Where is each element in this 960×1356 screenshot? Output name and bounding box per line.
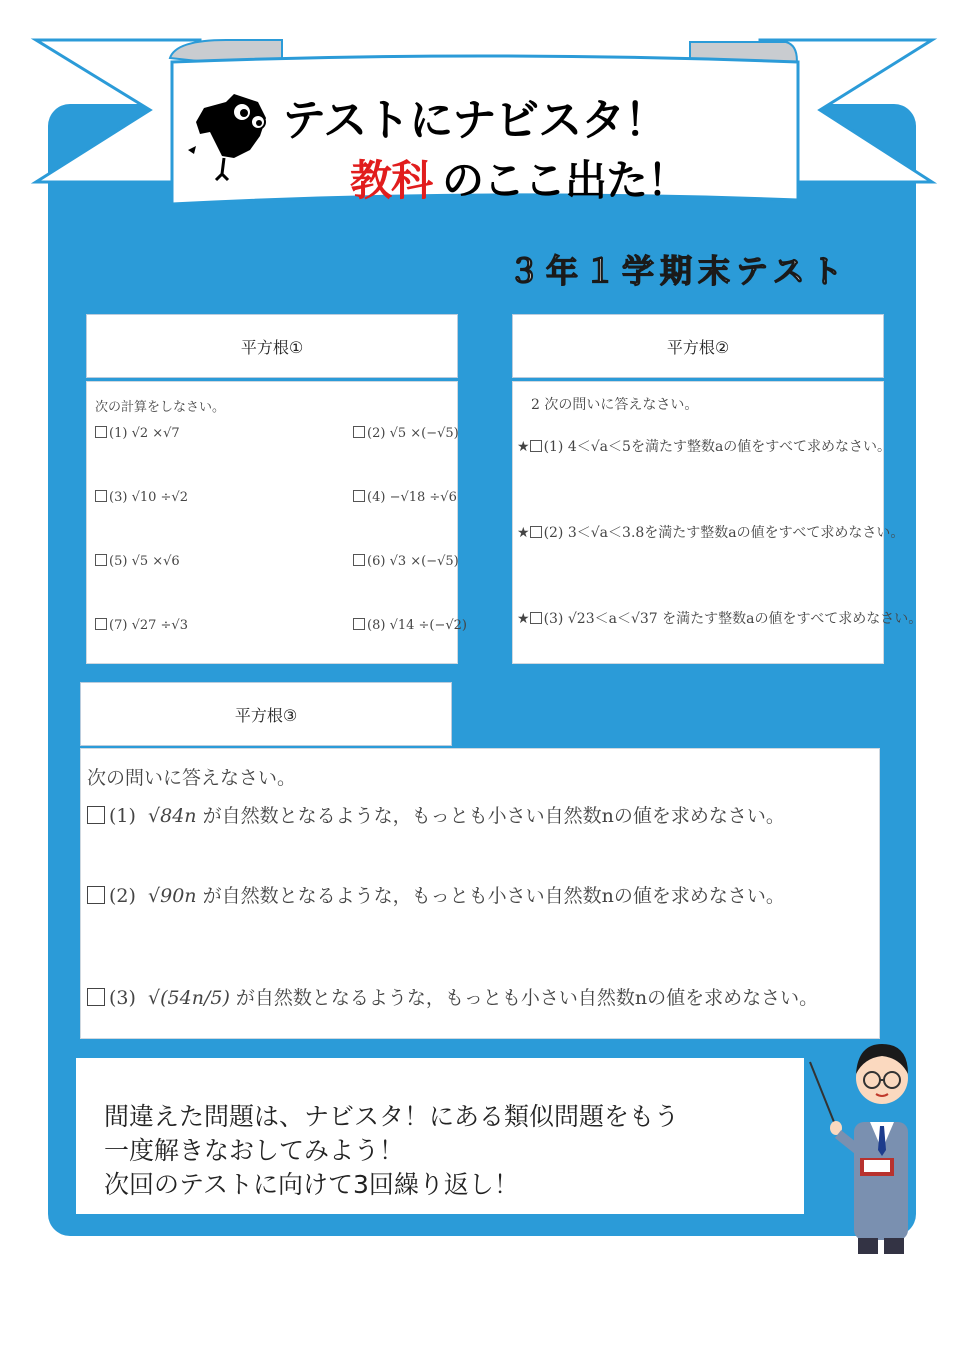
list-item: (2) √90n が自然数となるような，もっとも小さい自然数nの値を求めなさい。	[87, 881, 785, 908]
section1-box	[86, 381, 468, 664]
checkbox-icon[interactable]	[95, 618, 107, 630]
section1-title: 平方根①	[240, 337, 304, 357]
list-item: (6) √3 ×(−√5)	[353, 554, 459, 569]
checkbox-icon[interactable]	[87, 886, 105, 904]
list-item: (3) √(54n/5) が自然数となるような，もっとも小さい自然数nの値を求めなさい。	[87, 983, 818, 1010]
checkbox-icon[interactable]	[95, 554, 107, 566]
section1-header	[86, 314, 458, 378]
section3-header	[80, 682, 452, 746]
section2-box	[512, 381, 923, 664]
section3-box	[80, 748, 880, 1039]
section1-instruction: 次の計算をしなさい。	[95, 400, 226, 415]
checkbox-icon[interactable]	[353, 554, 365, 566]
checkbox-icon[interactable]	[95, 490, 107, 502]
subject-label: 教科	[350, 156, 433, 205]
section3-title: 平方根③	[234, 705, 298, 725]
list-item: ★ (2) 3＜√a＜3.8を満たす整数aの値をすべて求めなさい。	[517, 525, 905, 541]
checkbox-icon[interactable]	[353, 490, 365, 502]
list-item: (4) −√18 ÷√6	[353, 490, 457, 505]
section3-instruction: 次の問いに答えなさい。	[87, 767, 297, 789]
mascot-icon	[186, 92, 270, 184]
list-item: (5) √5 ×√6	[95, 554, 180, 569]
list-item: (2) √5 ×(−√5)	[353, 426, 459, 441]
list-item: (3) √10 ÷√2	[95, 490, 188, 505]
header-title-line2	[350, 148, 688, 208]
checkbox-icon[interactable]	[530, 612, 542, 624]
checkbox-icon[interactable]	[87, 988, 105, 1006]
star-icon: ★	[517, 611, 530, 627]
list-item: ★ (3) √23＜a＜√37 を満たす整数aの値をすべて求めなさい。	[517, 611, 923, 627]
list-item: (7) √27 ÷√3	[95, 618, 188, 633]
checkbox-icon[interactable]	[87, 806, 105, 824]
list-item: (8) √14 ÷(−√2)	[353, 618, 467, 633]
star-icon: ★	[517, 439, 530, 455]
message-text: 間違えた問題は、ナビスタ！にある類似問題をもう 一度解きなおしてみよう！ 次回のテストに向けて3回繰り返し！	[104, 1102, 680, 1199]
checkbox-icon[interactable]	[530, 440, 542, 452]
section2-header	[512, 314, 884, 378]
checkbox-icon[interactable]	[530, 526, 542, 538]
message-box	[76, 1058, 804, 1214]
list-item: ★ (1) 4＜√a＜5を満たす整数aの値をすべて求めなさい。	[517, 439, 892, 455]
teacher-illustration	[808, 1030, 926, 1260]
section2-instruction: 2 次の問いに答えなさい。	[531, 397, 699, 413]
star-icon: ★	[517, 525, 530, 541]
exam-title: ３年１学期末テスト	[508, 252, 849, 290]
checkbox-icon[interactable]	[353, 618, 365, 630]
checkbox-icon[interactable]	[353, 426, 365, 438]
header-title-rest: のここ出た！	[442, 156, 689, 205]
list-item: (1) √84n が自然数となるような，もっとも小さい自然数nの値を求めなさい。	[87, 801, 785, 828]
header-title-line1: テストにナビスタ！	[282, 95, 668, 146]
section2-title: 平方根②	[666, 337, 730, 357]
checkbox-icon[interactable]	[95, 426, 107, 438]
list-item: (1) √2 ×√7	[95, 426, 180, 441]
